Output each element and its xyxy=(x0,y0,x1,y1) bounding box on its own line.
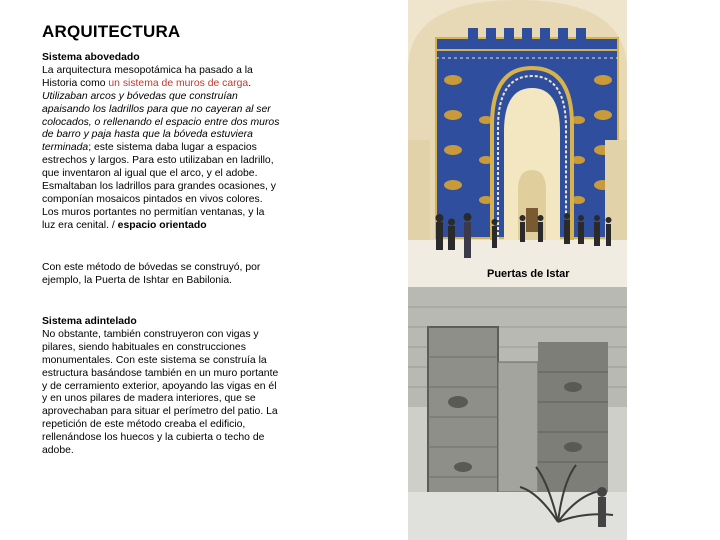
vaulted-text-a: La arquitectura mesopotámica ha pasado a la Historia como xyxy=(42,64,253,89)
vaulted-italic: Utilizaban arcos y bóvedas que construían apaisando los ladrillos para que no cayeran al ser colocados, o rellenando el espacio entre dos muros de barro y paja hasta que la bóveda estuviera terminada xyxy=(42,90,280,154)
section-vaulted-body xyxy=(42,65,280,233)
section-ishtar-example xyxy=(42,262,280,288)
ruins-photo xyxy=(408,287,627,540)
ishtar-example-text: Con este método de bóvedas se construyó, por ejemplo, la Puerta de Ishtar en Babilonia. xyxy=(42,262,261,286)
ruins-illustration xyxy=(408,287,627,540)
vaulted-bold-end: espacio orientado xyxy=(117,219,207,231)
section-lintel xyxy=(42,316,280,458)
vaulted-text-b: . xyxy=(248,77,252,89)
section-lintel-body: No obstante, también construyeron con vigas y pilares, siendo habituales en construcciones monumentales. Con este sistema se construía la estructura basándose también en un muro portante y de cerramiento exterior, apoyando las vigas en él y en unos pilares de madera interiores, que se aprovechaban para situar el perímetro del patio. La repetición de este método creaba el edificio, rellenándose los huecos y la cubierta o techo de adobe. xyxy=(42,328,279,457)
vaulted-highlight: un sistema de muros de carga xyxy=(108,77,249,89)
section-lintel-heading: Sistema adintelado xyxy=(42,316,137,327)
photo-caption: Puertas de Istar xyxy=(487,268,570,280)
section-vaulted-heading: Sistema abovedado xyxy=(42,52,140,63)
ishtar-gate-illustration xyxy=(408,0,627,287)
section-vaulted xyxy=(42,52,280,233)
vaulted-text-c: ; este sistema daba lugar a espacios estrechos y largos. Para esto utilizaban en ladrillo, que inventaron al igual que el arco, y el adobe. Esmaltaban los ladrillos para grandes ocasiones, y componían mosaicos pintados en vivos colores. Los muros portantes no permitían ventanas, y la luz era cenital. / xyxy=(42,142,276,231)
ishtar-gate-photo xyxy=(408,0,627,287)
slide-title: ARQUITECTURA xyxy=(42,22,181,41)
